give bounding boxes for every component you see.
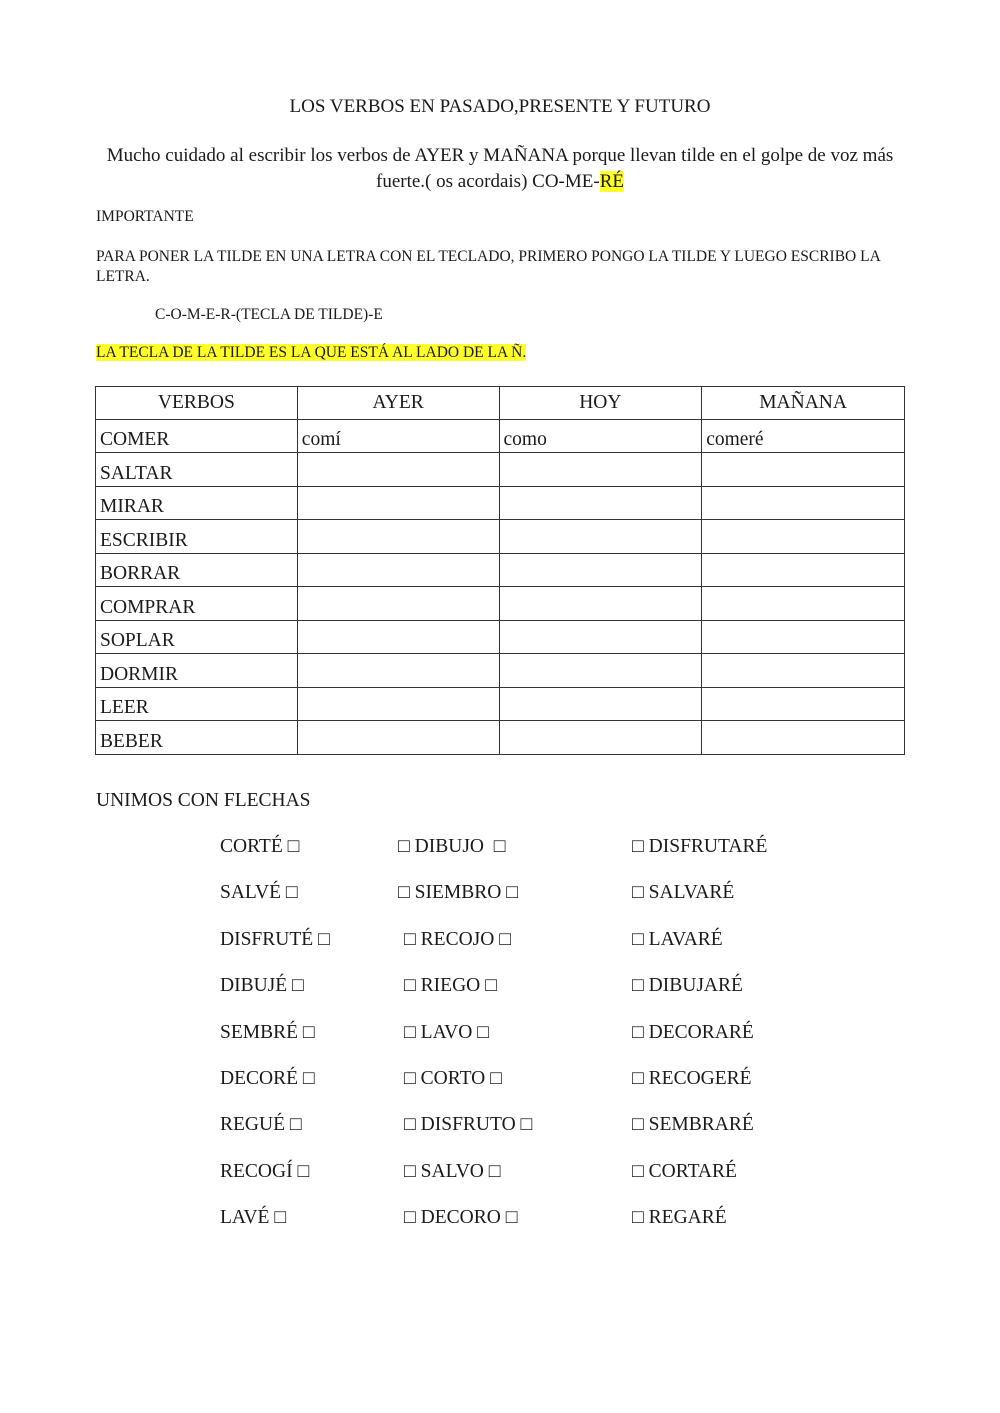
subtitle [92,143,908,195]
cell-manana[interactable] [702,654,905,688]
match-item-past[interactable]: DIBUJÉ □ [220,975,304,997]
cell-hoy[interactable] [499,687,702,721]
instruction-text: PARA PONER LA TILDE EN UNA LETRA CON EL TECLADO, PRIMERO PONGO LA TILDE Y LUEGO ESCRIBO LA LETRA. [96,248,880,285]
cell-manana[interactable] [702,520,905,554]
table-row [96,654,905,688]
cell-manana[interactable] [702,453,905,487]
cell-hoy[interactable] [499,553,702,587]
cell-hoy[interactable] [499,453,702,487]
header-ayer: AYER [297,387,499,420]
cell-ayer[interactable]: comí [297,419,499,453]
match-title: UNIMOS CON FLECHAS [96,790,311,811]
match-item-past[interactable]: LAVÉ □ [220,1207,287,1229]
match-item-future[interactable]: □ REGARÉ [632,1207,727,1229]
table-header-row [96,387,905,420]
cell-manana[interactable]: comeré [702,419,905,453]
importante-label: IMPORTANTE [96,208,194,225]
match-item-present[interactable]: □ CORTO □ [404,1068,502,1089]
cell-manana[interactable] [702,486,905,520]
cell-hoy[interactable] [499,520,702,554]
cell-verb: COMPRAR [96,587,298,621]
cell-hoy[interactable] [499,620,702,654]
table-row [96,419,905,453]
match-item-present[interactable]: □ DECORO □ [404,1207,518,1229]
match-item-present[interactable]: □ DISFRUTO □ [404,1114,533,1136]
match-item-future[interactable]: □ RECOGERÉ [632,1068,752,1089]
cell-verb: BORRAR [96,553,298,587]
key-note [96,344,526,362]
cell-ayer[interactable] [297,587,499,621]
header-hoy: HOY [499,387,702,420]
cell-verb: DORMIR [96,654,298,688]
match-item-past[interactable]: REGUÉ □ [220,1114,302,1136]
match-item-present[interactable]: □ LAVO □ [404,1021,489,1043]
match-item-past[interactable]: SALVÉ □ [220,882,298,904]
cell-verb: SALTAR [96,453,298,487]
cell-manana[interactable] [702,620,905,654]
cell-ayer[interactable] [297,620,499,654]
match-item-future[interactable]: □ SALVARÉ [632,882,735,904]
match-item-future[interactable]: □ DISFRUTARÉ [632,836,768,857]
cell-verb: COMER [96,419,298,453]
cell-manana[interactable] [702,587,905,621]
cell-ayer[interactable] [297,721,499,755]
table-row [96,587,905,621]
cell-hoy[interactable]: como [499,419,702,453]
match-item-present[interactable]: □ RIEGO □ [404,975,497,997]
cell-verb: SOPLAR [96,620,298,654]
match-item-future[interactable]: □ CORTARÉ [632,1160,737,1182]
table-row [96,486,905,520]
table-row [96,620,905,654]
match-item-past[interactable]: DISFRUTÉ □ [220,928,330,950]
match-item-past[interactable]: DECORÉ □ [220,1068,315,1089]
cell-manana[interactable] [702,721,905,755]
cell-verb: BEBER [96,721,298,755]
table-row [96,453,905,487]
key-note-text: LA TECLA DE LA TILDE ES LA QUE ESTÁ AL LADO DE LA Ñ. [96,344,527,361]
cell-verb: MIRAR [96,486,298,520]
match-item-past[interactable]: SEMBRÉ □ [220,1021,315,1043]
match-item-future[interactable]: □ LAVARÉ [632,928,723,950]
cell-ayer[interactable] [297,553,499,587]
match-item-future[interactable]: □ DECORARÉ [632,1021,754,1043]
cell-ayer[interactable] [297,486,499,520]
cell-hoy[interactable] [499,654,702,688]
cell-hoy[interactable] [499,486,702,520]
table-row [96,553,905,587]
table-row [96,520,905,554]
header-verbos: VERBOS [96,387,298,420]
header-manana: MAÑANA [702,387,905,420]
match-item-present[interactable]: □ SIEMBRO □ [398,882,518,904]
table-row [96,687,905,721]
page-title: LOS VERBOS EN PASADO,PRESENTE Y FUTURO [289,96,711,117]
cell-ayer[interactable] [297,654,499,688]
cell-ayer[interactable] [297,453,499,487]
match-item-future[interactable]: □ SEMBRARÉ [632,1114,754,1136]
cell-verb: LEER [96,687,298,721]
cell-ayer[interactable] [297,687,499,721]
cell-hoy[interactable] [499,721,702,755]
subtitle-highlight: RÉ [599,171,624,192]
table-row [96,721,905,755]
match-item-present[interactable]: □ SALVO □ [404,1160,501,1182]
match-item-past[interactable]: CORTÉ □ [220,836,300,857]
cell-manana[interactable] [702,687,905,721]
subtitle-text: Mucho cuidado al escribir los verbos de AYER y MAÑANA porque llevan tilde en el golpe de voz más fuerte.( os acordais) CO-ME- [106,145,894,192]
match-item-present[interactable]: □ DIBUJO □ [398,836,506,857]
cell-manana[interactable] [702,553,905,587]
match-item-present[interactable]: □ RECOJO □ [404,928,511,950]
verb-table [95,386,905,755]
match-item-past[interactable]: RECOGÍ □ [220,1160,310,1182]
cell-hoy[interactable] [499,587,702,621]
cell-ayer[interactable] [297,520,499,554]
match-item-future[interactable]: □ DIBUJARÉ [632,975,743,997]
cell-verb: ESCRIBIR [96,520,298,554]
example-text: C-O-M-E-R-(TECLA DE TILDE)-E [155,306,383,323]
